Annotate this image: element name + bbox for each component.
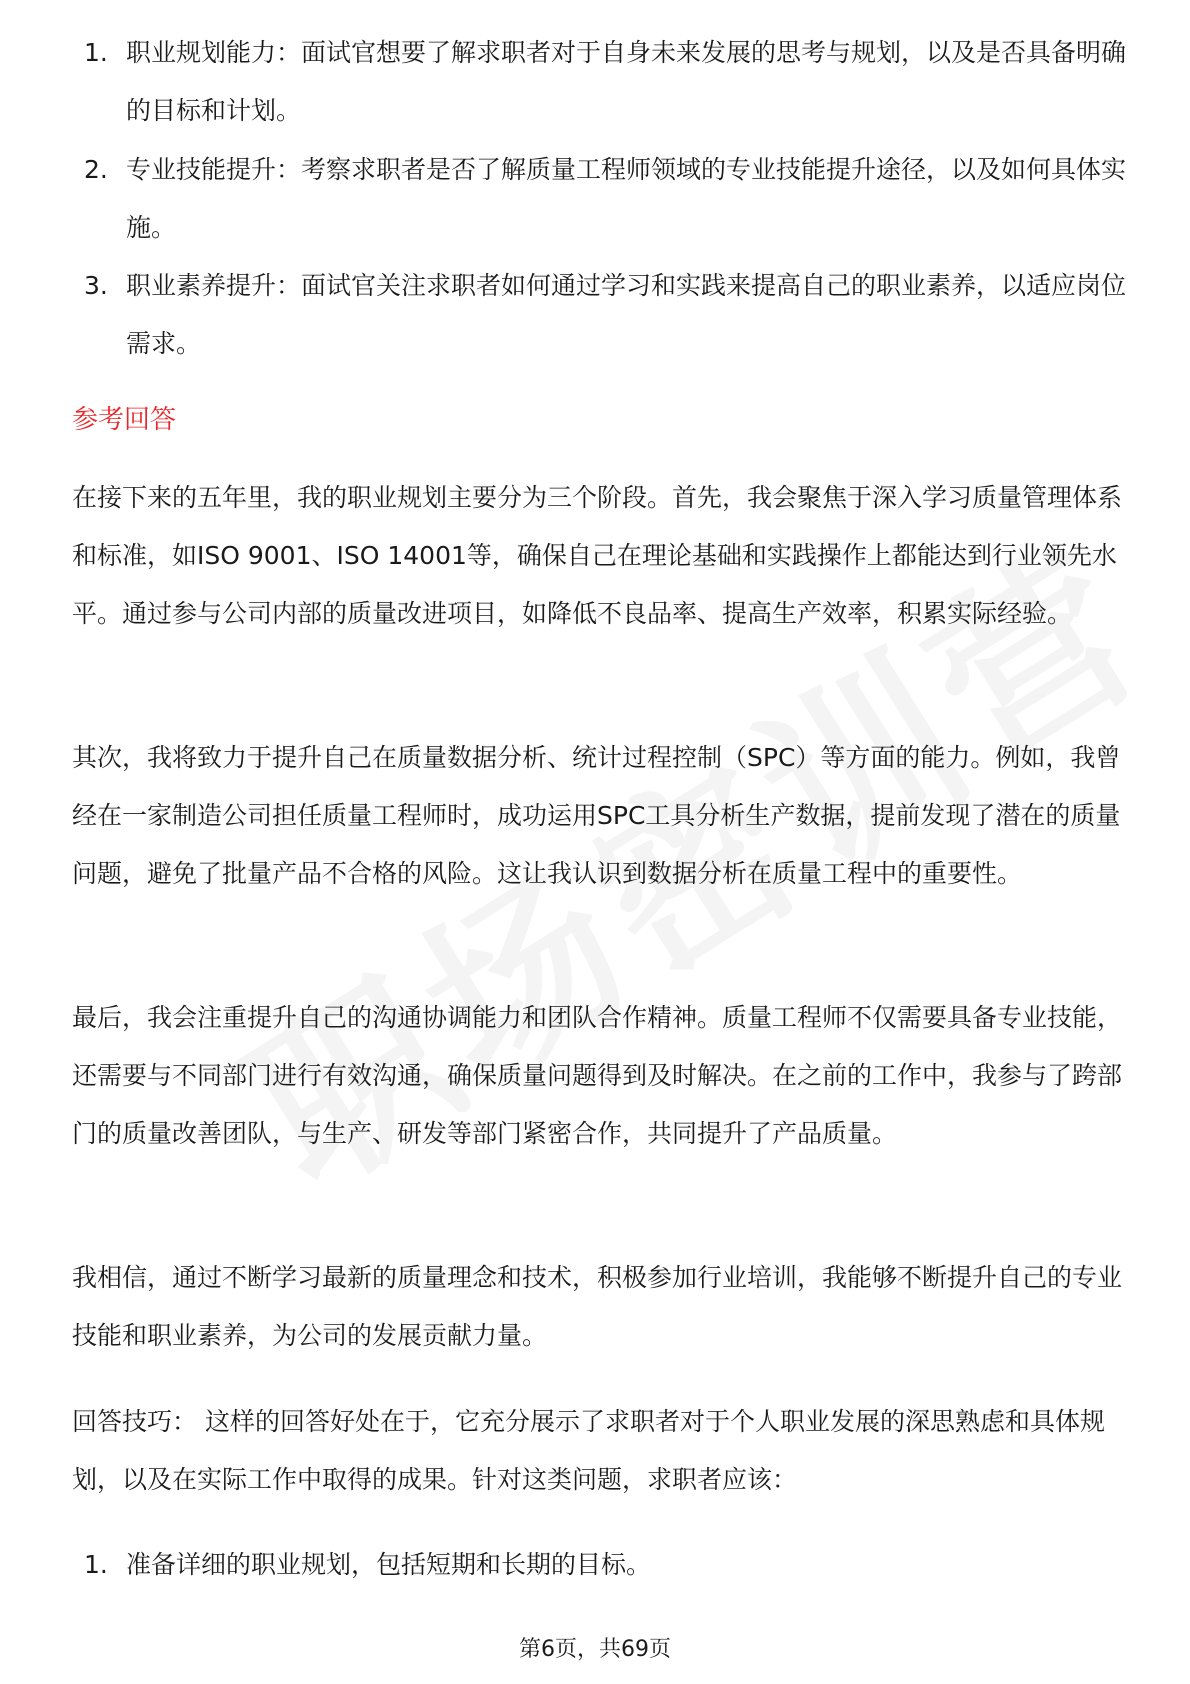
list-number: 1.	[84, 38, 108, 67]
page-number-footer: 第6页，共69页	[519, 1637, 671, 1662]
paragraph: 在接下来的五年里，我的职业规划主要分为三个阶段。首先，我会聚焦于深入学习质量管理体系和标准，如ISO 9001、ISO 14001等，确保自己在理论基础和实践操作上都能达到行业领先水平。通过参与公司内部的质量改进项目，如降低不良品率、提高生产效率，积累实际经验。	[72, 483, 1123, 628]
paragraph: 其次，我将致力于提升自己在质量数据分析、统计过程控制（SPC）等方面的能力。例如，我曾经在一家制造公司担任质量工程师时，成功运用SPC工具分析生产数据，提前发现了潜在的质量问题，避免了批量产品不合格的风险。这让我认识到数据分析在质量工程中的重要性。	[72, 743, 1121, 888]
paragraph: 最后，我会注重提升自己的沟通协调能力和团队合作精神。质量工程师不仅需要具备专业技能，还需要与不同部门进行有效沟通，确保质量问题得到及时解决。在之前的工作中，我参与了跨部门的质量改善团队，与生产、研发等部门紧密合作，共同提升了产品质量。	[72, 1003, 1123, 1148]
paragraph: 回答技巧： 这样的回答好处在于，它充分展示了求职者对于个人职业发展的深思熟虑和具体规划，以及在实际工作中取得的成果。针对这类问题，求职者应该：	[72, 1407, 1105, 1494]
list-item-text: 专业技能提升：考察求职者是否了解质量工程师领域的专业技能提升途径，以及如何具体实施。	[126, 155, 1127, 242]
list-number: 2.	[84, 155, 108, 184]
list-number: 1.	[84, 1550, 108, 1579]
list-item-text: 职业素养提升：面试官关注求职者如何通过学习和实践来提高自己的职业素养，以适应岗位需求。	[126, 271, 1127, 358]
section-title: 参考回答	[72, 405, 177, 435]
list-number: 3.	[84, 271, 108, 300]
paragraph: 我相信，通过不断学习最新的质量理念和技术，积极参加行业培训，我能够不断提升自己的专业技能和职业素养，为公司的发展贡献力量。	[72, 1263, 1123, 1350]
list-item-text: 职业规划能力：面试官想要了解求职者对于自身未来发展的思考与规划，以及是否具备明确的目标和计划。	[126, 38, 1127, 125]
list-item-text: 准备详细的职业规划，包括短期和长期的目标。	[126, 1550, 652, 1579]
